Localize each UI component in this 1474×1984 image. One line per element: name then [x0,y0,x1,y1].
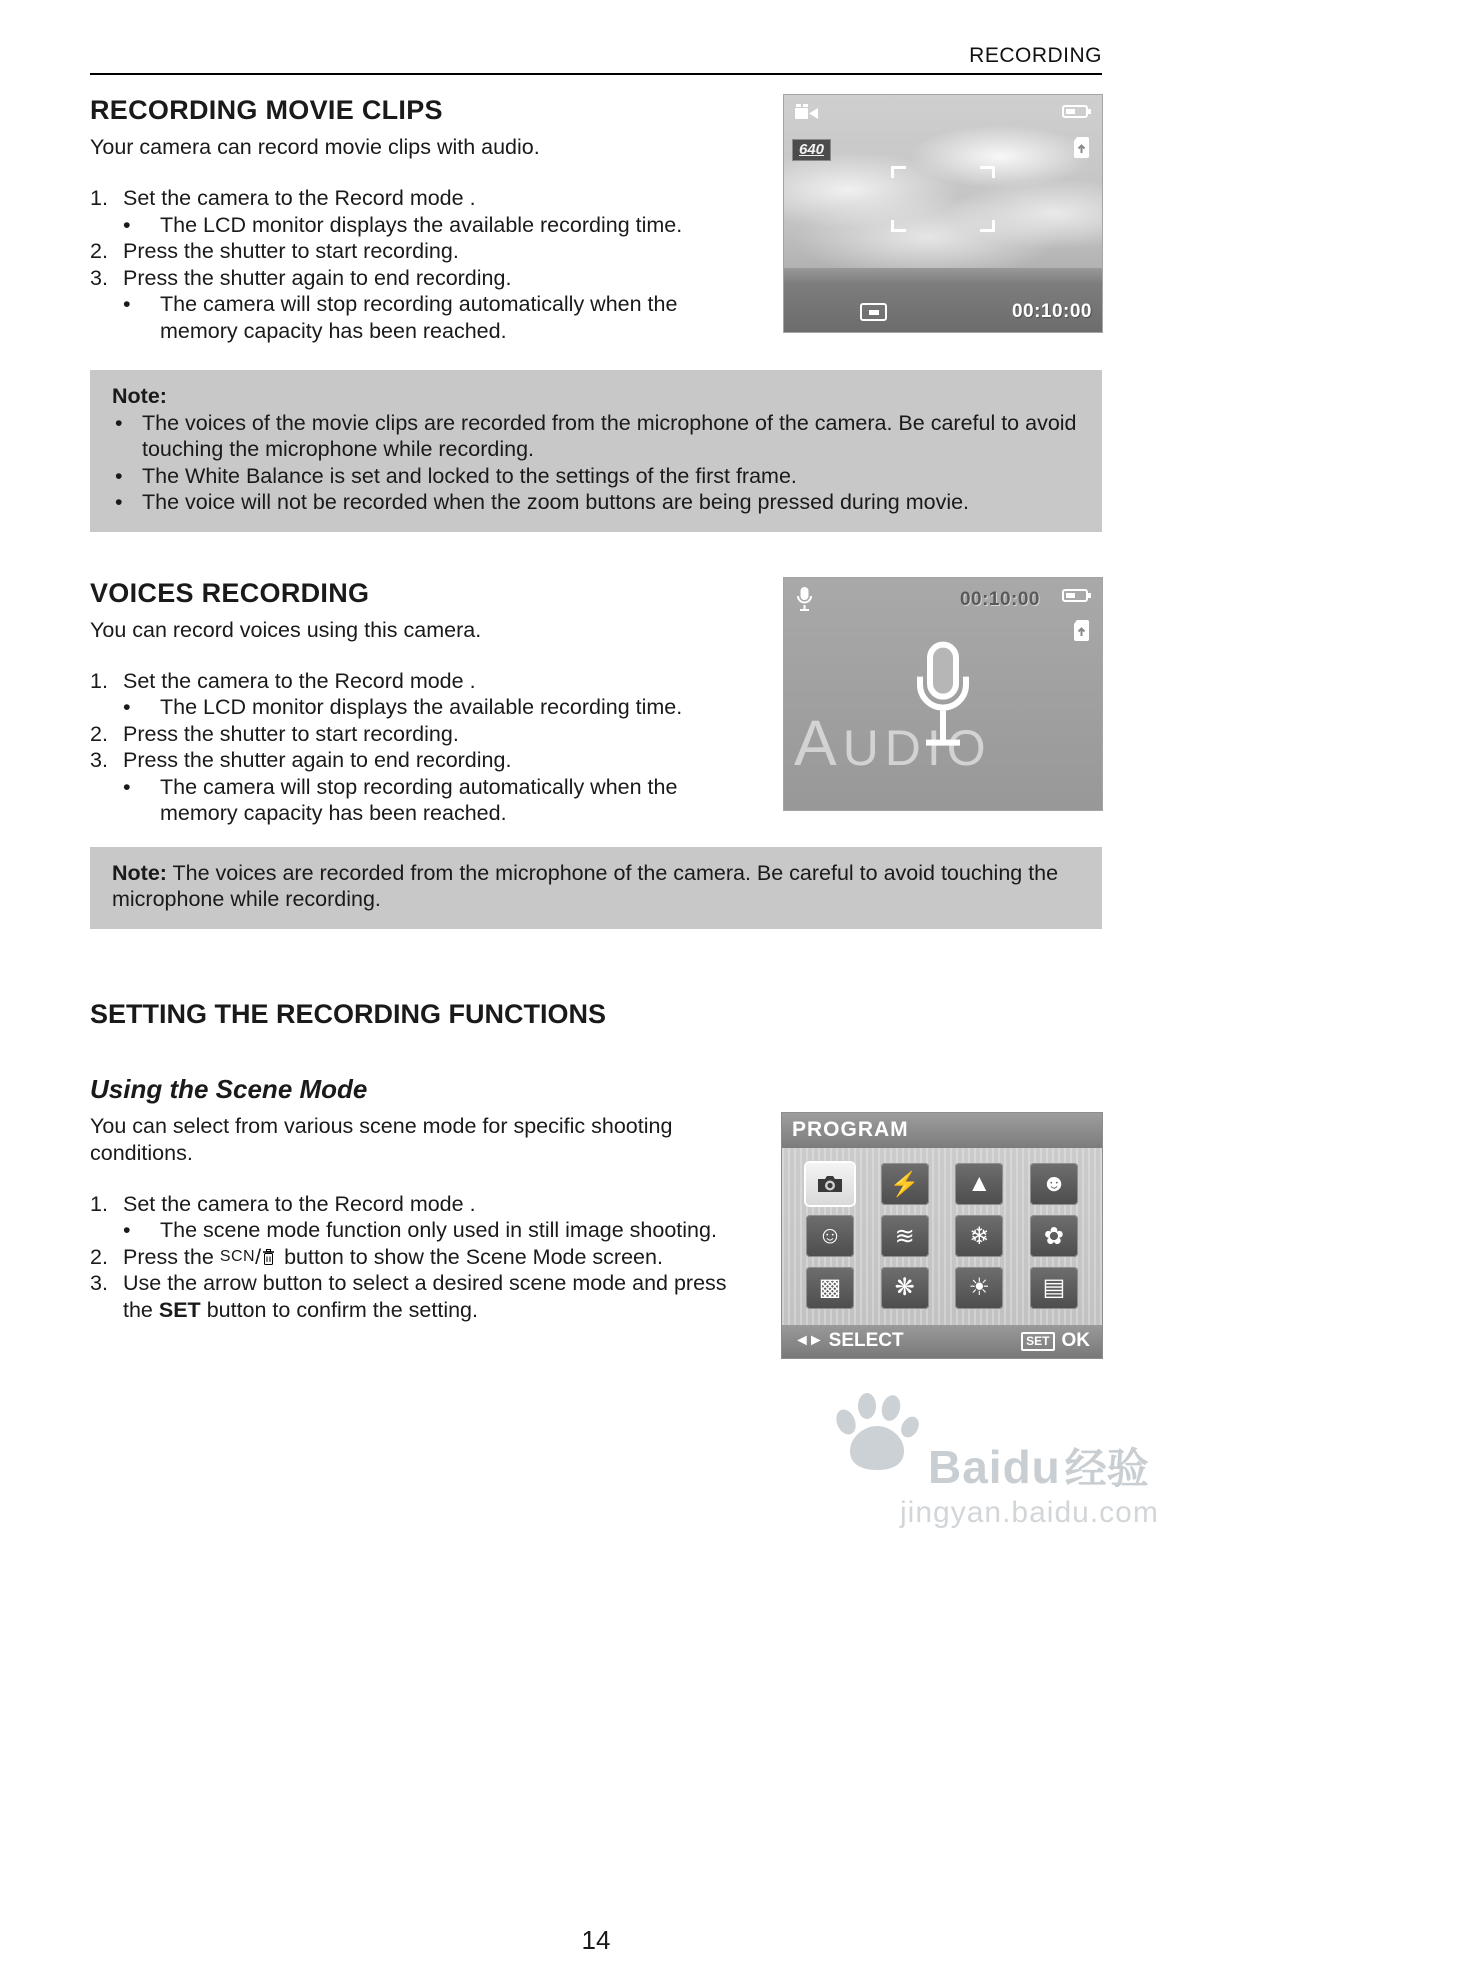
note-text: The voices of the movie clips are recorded from the microphone of the camera. Be careful to avoid touching the microphone while recording. [142,410,1077,461]
section-title-functions: SETTING THE RECORDING FUNCTIONS [90,998,607,1029]
scene-steps [90,1191,750,1324]
watermark-brand-cn: 经验 [1064,1445,1149,1492]
scene-mode-screen-title: PROGRAM [782,1113,1102,1148]
step-text-post: button to confirm the setting. [206,1297,478,1322]
step-text-pre: Press the [123,1244,214,1269]
scene-glyph: ⚡ [889,1170,920,1198]
movie-lcd-preview [784,95,1102,332]
note-text: The White Balance is set and locked to the settings of the first frame. [142,463,797,488]
header-rule [90,73,1102,75]
step-number: 1. [90,668,108,693]
step-item [90,265,752,292]
scene-glyph: ☻ [1041,1170,1067,1198]
slash: / [255,1244,262,1269]
scene-icon-snow [955,1215,1003,1257]
step-text [123,1244,750,1271]
memory-card-icon [1073,620,1090,641]
arrow-pad-icon: ◄► [794,1332,822,1349]
step-item [90,185,752,212]
bullet: • [123,292,131,316]
running-header: RECORDING [969,44,1102,67]
voice-lcd-preview [784,578,1102,810]
paw-icon [828,1392,922,1474]
step-item [90,721,752,748]
scene-icon-framed-portrait [806,1267,854,1309]
scene-icon-sports [881,1163,929,1205]
focus-corner [980,220,995,232]
bullet: • [123,212,131,237]
bullet: • [123,774,131,799]
step-number: 1. [90,1191,108,1216]
step-text: The LCD monitor displays the available recording time. [160,695,683,719]
note-item [112,463,1080,490]
step-number: 2. [90,239,108,263]
scene-glyph: ❄ [969,1222,990,1250]
set-button-label: SET [158,1297,201,1322]
scene-footer-bar [782,1325,1102,1358]
scene-glyph: ✿ [1043,1222,1065,1250]
scene-icon-portrait [1030,1163,1078,1205]
movie-mode-icon [794,104,824,122]
step-text: Set the camera to the Record mode . [123,186,476,210]
note-text: The voices are recorded from the microphone of the camera. Be careful to avoid touching the microphone while recording. [112,860,1059,911]
note-box-movie [90,370,1102,532]
scene-icon-flower [1030,1215,1078,1257]
step-item [90,747,752,774]
voice-steps [90,668,752,827]
step-sub-item [90,1217,750,1244]
ok-hint [1021,1330,1090,1352]
note-label: Note: [112,860,167,885]
focus-brackets [891,166,995,232]
subsection-title-scene-mode: Using the Scene Mode [90,1073,368,1104]
section-title: VOICES RECORDING [90,577,370,608]
set-key-label: SET [1021,1332,1054,1351]
section-voices-recording [90,578,1102,827]
step-text: Press the shutter to start recording. [123,239,459,263]
bullet: • [115,410,123,435]
step-text: Press the shutter again to end recording. [123,265,512,290]
spot-dash [869,310,879,315]
spot-metering-icon [860,303,887,321]
watermark-brand [928,1436,1149,1496]
baidu-watermark [828,1392,1159,1552]
step-number: 2. [90,1244,108,1269]
bullet: • [123,1218,131,1242]
scene-glyph: ▲ [967,1170,992,1198]
page-number: 14 [581,1925,611,1955]
focus-corner [980,166,995,178]
step-item [90,238,752,265]
audio-label-initial: A [794,706,843,779]
movie-text-column [90,95,752,344]
scene-glyph: ▤ [1042,1274,1066,1302]
note-item [112,489,1080,516]
step-text: Press the shutter to start recording. [123,721,459,746]
voice-image-column [784,578,1102,810]
step-text: Set the camera to the Record mode . [123,1191,476,1216]
scene-glyph: ☺ [817,1222,843,1249]
microphone-mode-icon [796,586,813,613]
voice-text-column [90,578,752,827]
step-item [90,1270,750,1323]
focus-corner [891,220,906,232]
step-sub-item [90,291,752,344]
step-text [123,1270,750,1323]
step-text: The scene mode function only used in still image shooting. [160,1218,717,1242]
step-item [90,1244,750,1271]
microphone-graphic [907,640,979,756]
recording-time: 00:10:00 [1011,301,1092,322]
step-text: Press the shutter again to end recording. [123,748,512,772]
scene-icon-grid [782,1148,1102,1325]
section-intro: You can record voices using this camera. [90,617,482,642]
scene-glyph: ≋ [894,1222,915,1250]
scene-icon-kids [806,1215,854,1257]
scene-glyph: ▩ [818,1274,842,1302]
step-number: 3. [90,1271,108,1295]
section-scene-mode [90,1113,1102,1358]
scene-icon-auto [806,1163,854,1205]
recording-time: 00:10:00 [959,588,1040,610]
focus-corner [891,166,906,178]
battery-icon [1062,104,1092,119]
scene-icon-landscape [955,1163,1003,1205]
movie-image-column [784,95,1102,332]
watermark-brand-en: Baidu [928,1441,1061,1493]
note-item [112,410,1080,463]
bullet: • [115,490,123,514]
step-item [90,1191,750,1218]
battery-icon [1062,588,1092,603]
scene-icon-beach [881,1215,929,1257]
step-text: The LCD monitor displays the available recording time. [160,212,683,237]
movie-steps [90,185,752,344]
note-label: Note: [112,384,167,408]
audio-label-rest: UDIO [842,719,992,776]
step-sub-item [90,212,752,239]
section-title: RECORDING MOVIE CLIPS [90,95,443,125]
scn-button-label: SCN [219,1247,256,1265]
step-text-post: button to show the Scene Mode screen. [284,1244,663,1269]
scene-glyph: ☀ [968,1274,991,1302]
bullet: • [123,695,131,719]
step-text: Set the camera to the Record mode . [123,668,476,693]
step-text: The camera will stop recording automatically when the memory capacity has been reached. [160,292,678,343]
memory-card-icon [1073,137,1090,158]
section-intro: Your camera can record movie clips with audio. [90,135,540,159]
section-recording-movie-clips [90,95,1102,344]
scene-mode-screen [782,1113,1102,1358]
step-number: 3. [90,748,108,772]
page-content [90,0,1102,1358]
step-number: 3. [90,265,108,290]
scene-icon-sunset [955,1267,1003,1309]
note-box-voice [90,847,1102,929]
scene-icon-text [1030,1267,1078,1309]
select-label: SELECT [828,1330,904,1351]
delete-button-icon [262,1249,275,1266]
step-number: 2. [90,721,108,746]
scene-glyph: ❋ [894,1274,915,1302]
bullet: • [115,463,123,488]
scene-icon-fireworks [881,1267,929,1309]
step-text: The camera will stop recording automatically when the memory capacity has been reached. [160,774,678,825]
watermark-url: jingyan.baidu.com [900,1496,1159,1529]
select-hint [794,1330,904,1352]
step-sub-item [90,774,752,827]
ok-label: OK [1061,1330,1090,1351]
step-text-pre: Use the arrow button to select a desired scene mode and press the [123,1271,727,1322]
scene-image-column [782,1113,1102,1358]
step-item [90,668,752,695]
note-text: The voice will not be recorded when the zoom buttons are being pressed during movie. [142,490,970,514]
section-intro: You can select from various scene mode for specific shooting conditions. [90,1113,673,1165]
step-sub-item [90,694,752,721]
resolution-badge: 640 [792,139,831,161]
scene-text-column [90,1113,750,1324]
step-number: 1. [90,186,108,210]
